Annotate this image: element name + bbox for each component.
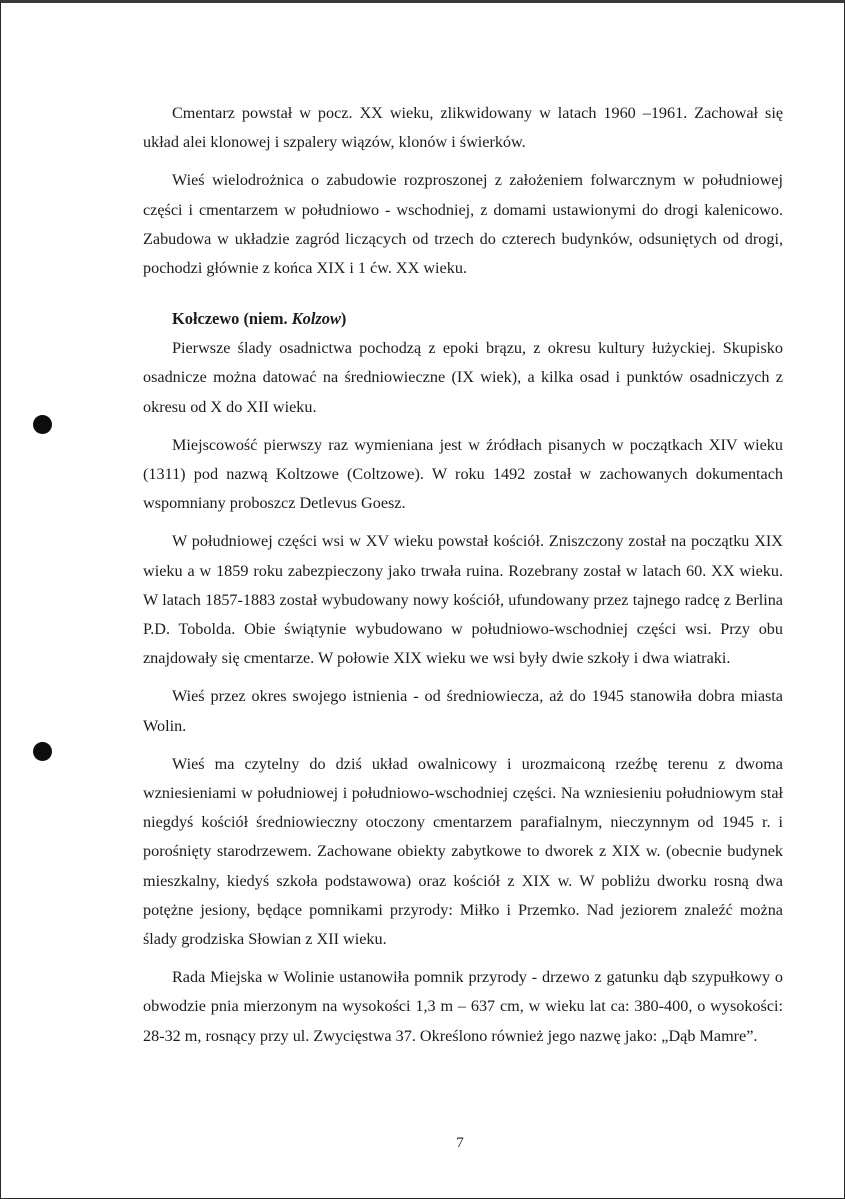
paragraph-first-mention: Miejscowość pierwszy raz wymieniana jest w źródłach pisanych w początkach XIV wieku (1311) pod nazwą Koltzowe (Coltzowe). W roku 1492 został w zachowanych dokumentach wspomniany proboszcz Detlevus Goesz.: [143, 435, 783, 513]
paragraph-village-structure: Wieś ma czytelny do dziś układ owalnicowy i urozmaiconą rzeźbę terenu z dwoma wzniesieniami w południowej i południowo-wschodniej części. Na wzniesieniu południowym stał niegdyś kościół średniowieczny otoczony cmentarzem parafialnym, nieczynnym od 1945 r. i porośnięty starodrzewem. Zachowane obiekty zabytkowe to dworek z XIX w. (obecnie budynek mieszkalny, kiedyś szkoła podstawowa) oraz kościół z XIX w. W pobliżu dworku rosną dwa potężne jesiony, będące pomnikami przyrody: Miłko i Przemko. Nad jeziorem znaleźć można ślady grodziska Słowian z XII wieku.: [143, 754, 783, 949]
punch-hole-bottom: [33, 742, 52, 761]
paragraph-village-layout: Wieś wielodrożnica o zabudowie rozproszonej z założeniem folwarcznym w południowej części i cmentarzem w południowo - wschodniej, z domami ustawionymi do drogi kalenicowo. Zabudowa w układzie zagród liczących od trzech do czterech budynków, odsuniętych od drogi, pochodzi głównie z końca XIX i 1 ćw. XX wieku.: [143, 171, 783, 278]
section-heading-kolczewo: [143, 304, 783, 333]
heading-german-name: Kolzow: [291, 309, 341, 329]
page-number: 7: [456, 1135, 464, 1151]
punch-hole-top: [33, 415, 52, 434]
paragraph-settlement-traces: Pierwsze ślady osadnictwa pochodzą z epoki brązu, z okresu kultury łużyckiej. Skupisko osadnicze można datować na średniowieczne (IX wiek), a kilka osad i punktów osadniczych z okresu od X do XII wieku.: [143, 339, 783, 416]
document-body: [143, 99, 783, 1060]
paragraph-cemetery: Cmentarz powstał w pocz. XX wieku, zlikwidowany w latach 1960 –1961. Zachował się układ alei klonowej i szpalery wiązów, klonów i świerków.: [143, 104, 783, 152]
heading-close-paren: ): [340, 309, 347, 329]
paragraph-nature-monument: Rada Miejska w Wolinie ustanowiła pomnik przyrody - drzewo z gatunku dąb szypułkowy o obwodzie pnia mierzonym na wysokości 1,3 m – 637 cm, w wieku lat ca: 380-400, o wysokości: 28-32 m, rosnący przy ul. Zwycięstwa 37. Określono również jego nazwę jako: „Dąb Mamre”.: [143, 968, 783, 1045]
paragraph-wolin-estate: Wieś przez okres swojego istnienia - od średniowiecza, aż do 1945 stanowiła dobra miasta Wolin.: [143, 687, 783, 735]
heading-main-text: Kołczewo (niem.: [172, 309, 292, 329]
paragraph-church-history: W południowej części wsi w XV wieku powstał kościół. Zniszczony został na początku XIX wieku a w 1859 roku zabezpieczony jako trwała ruina. Rozebrany został w latach 60. XX wieku. W latach 1857-1883 został wybudowany nowy kościół, ufundowany przez tajnego radcę z Berlina P.D. Tobolda. Obie świątynie wybudowano w południowo-wschodniej części wsi. Przy obu znajdowały się cmentarze. W połowie XIX wieku we wsi były dwie szkoły i dwa wiatraki.: [143, 532, 783, 668]
